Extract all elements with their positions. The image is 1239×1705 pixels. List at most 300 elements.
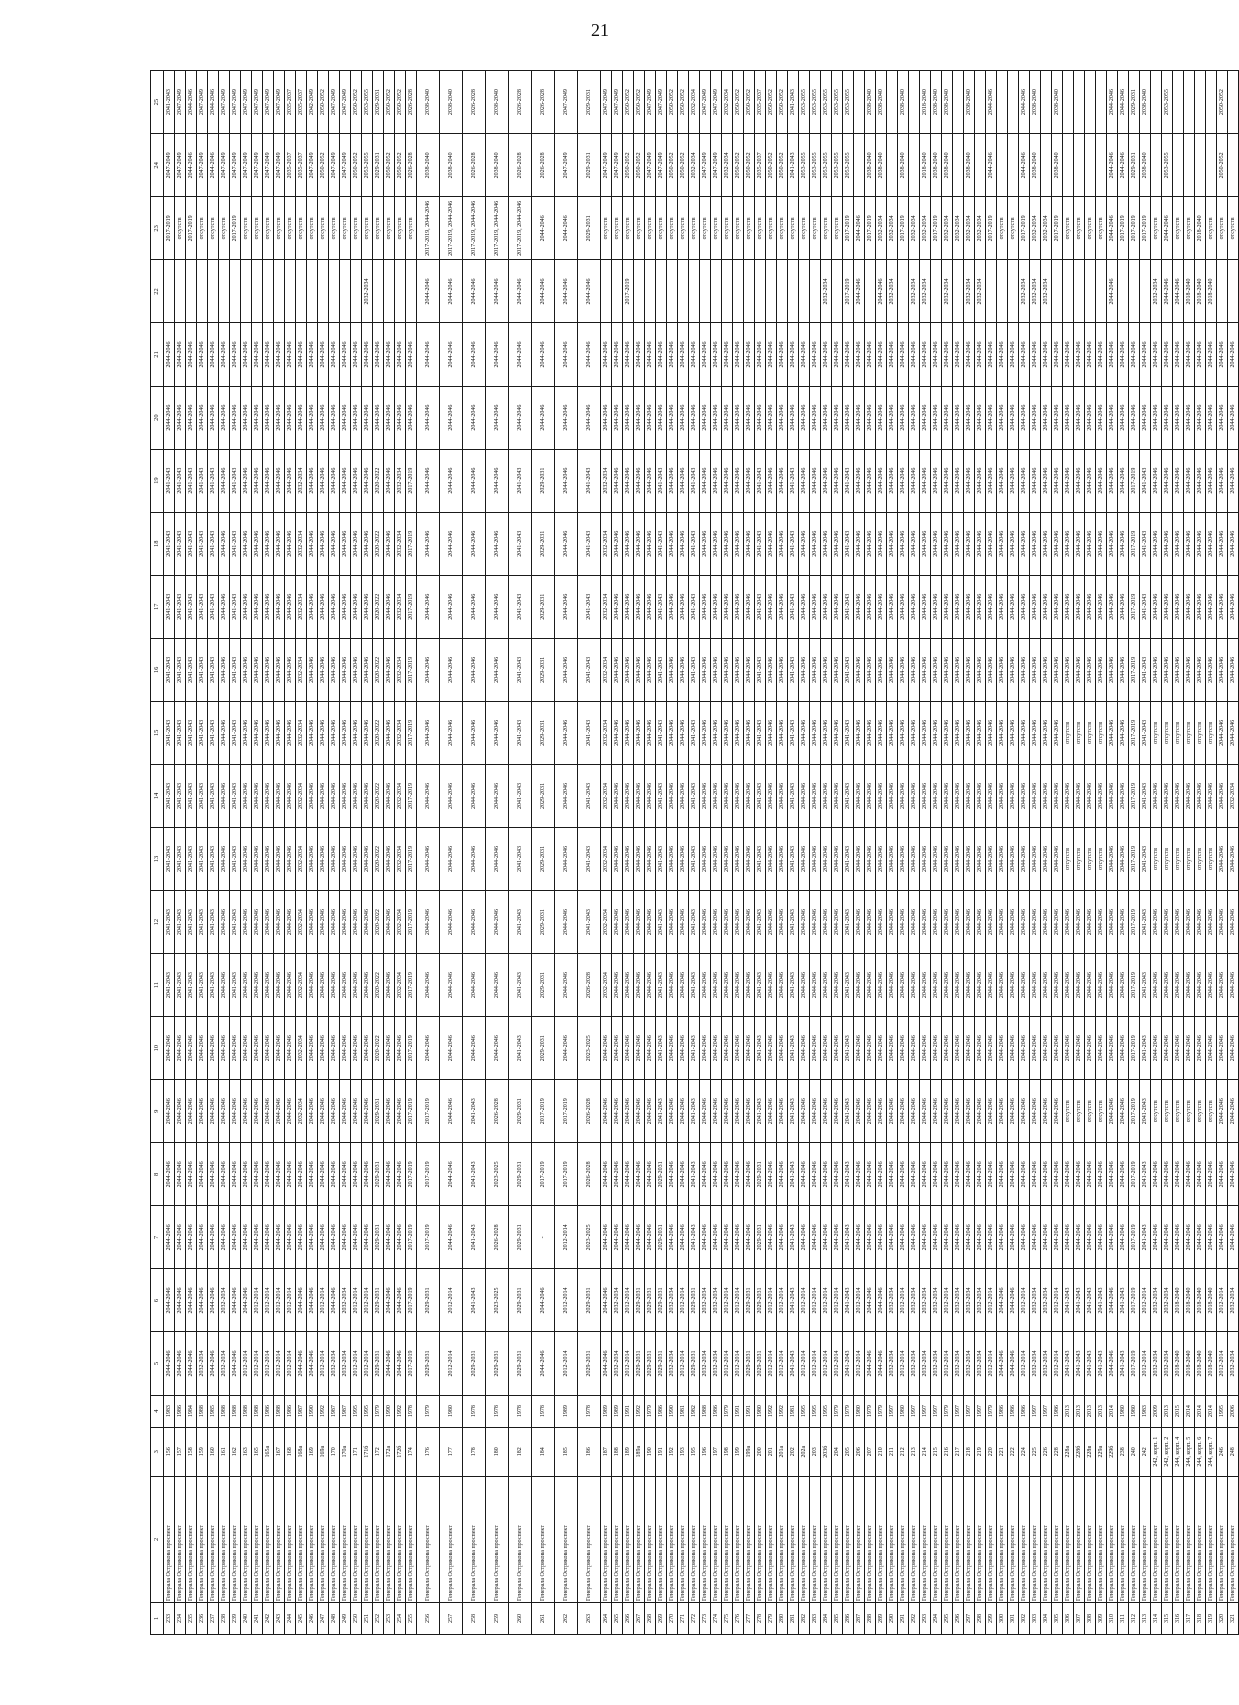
repair-period-cell: 2044-2046 (1085, 1206, 1096, 1269)
repair-period-cell: 2044-2046 (678, 764, 689, 827)
repair-period-cell: 2044-2046 (1107, 197, 1118, 260)
year-built-cell: 1997 (909, 1395, 920, 1427)
repair-period-cell: 2044-2046 (667, 323, 678, 386)
repair-period-cell: отсутств (689, 197, 700, 260)
repair-period-cell: 2029-2031 (656, 1206, 667, 1269)
repair-period-cell (1173, 134, 1184, 197)
house-number-cell: 244, корп. 5 (1184, 1427, 1195, 1476)
repair-period-cell: 2041-2043 (1140, 575, 1151, 638)
house-number-cell: 228в (1085, 1427, 1096, 1476)
house-number-cell: 246 (1217, 1427, 1228, 1476)
house-number-cell: 228а (1063, 1427, 1074, 1476)
repair-period-cell: отсутств (1228, 197, 1239, 260)
repair-period-cell: 2044-2046 (656, 386, 667, 449)
house-number-cell: 159 (197, 1427, 208, 1476)
repair-period-cell: 2044-2046 (722, 1017, 733, 1080)
repair-period-cell: 2044-2046 (953, 386, 964, 449)
repair-period-cell: 2044-2046 (1118, 1206, 1129, 1269)
repair-period-cell: 2044-2046 (953, 954, 964, 1017)
repair-period-cell: 2044-2046 (509, 323, 532, 386)
row-number-cell: 259 (486, 1602, 509, 1634)
row-number-cell: 306 (1063, 1602, 1074, 1634)
repair-period-cell: отсутств (997, 197, 1008, 260)
repair-period-cell: 2032-2034 (296, 764, 307, 827)
repair-period-cell: 2041-2043 (689, 1017, 700, 1080)
repair-period-cell: 2044-2046 (1074, 638, 1085, 701)
repair-period-cell: 2041-2043 (788, 71, 799, 134)
repair-period-cell: 2038-2040 (417, 134, 440, 197)
repair-period-cell: 2044-2046 (1096, 1206, 1107, 1269)
repair-period-cell: 2044-2046 (777, 891, 788, 954)
repair-period-cell: 2044-2046 (1085, 1143, 1096, 1206)
repair-period-cell: 2032-2034 (964, 197, 975, 260)
repair-period-cell: 2044-2046 (634, 891, 645, 954)
repair-period-cell: 2053-2055 (843, 71, 854, 134)
year-built-cell: 1989 (601, 1395, 612, 1427)
repair-period-cell: 2044-2046 (340, 828, 351, 891)
repair-period-cell: 2044-2046 (1063, 449, 1074, 512)
column-number-header: 7 (151, 1206, 164, 1269)
year-built-cell: 1981 (678, 1395, 689, 1427)
repair-period-cell: 2035-2037 (285, 71, 296, 134)
repair-period-cell: 2050-2052 (634, 134, 645, 197)
repair-period-cell: 2044-2046 (1151, 764, 1162, 827)
repair-period-cell: 2038-2040 (898, 71, 909, 134)
repair-period-cell: 2044-2046 (1019, 1143, 1030, 1206)
house-number-cell: 180 (486, 1427, 509, 1476)
repair-period-cell: 2044-2046 (612, 575, 623, 638)
repair-period-cell: 2044-2046 (953, 449, 964, 512)
repair-period-cell: 2017-2019, 2044-2046 (486, 197, 509, 260)
repair-period-cell: 2044-2046 (263, 828, 274, 891)
repair-period-cell: 2044-2046 (1008, 828, 1019, 891)
repair-period-cell: 2017-2019 (1129, 449, 1140, 512)
repair-period-cell: 2020-2022 (373, 891, 384, 954)
repair-period-cell: 2050-2052 (384, 134, 395, 197)
repair-period-cell: 2032-2034 (931, 1269, 942, 1332)
table-row (578, 71, 601, 1635)
repair-period-cell: 2044-2046 (645, 638, 656, 701)
repair-period-cell: 2044-2046 (329, 764, 340, 827)
column-number-header: 3 (151, 1427, 164, 1476)
repair-period-cell: 2044-2046 (285, 1080, 296, 1143)
repair-period-cell: отсутств (1206, 828, 1217, 891)
repair-period-cell: 2029-2031 (532, 512, 555, 575)
street-cell: Генерала Острякова проспект (887, 1476, 898, 1602)
repair-period-cell: 2041-2043 (755, 1017, 766, 1080)
repair-period-cell: 2044-2046 (898, 449, 909, 512)
repair-period-cell: 2041-2043 (164, 512, 175, 575)
repair-period-cell: 2044-2046 (1019, 1080, 1030, 1143)
repair-period-cell: 2044-2046 (417, 323, 440, 386)
street-cell: Генерала Острякова проспект (1096, 1476, 1107, 1602)
repair-period-cell: 2044-2046 (296, 1143, 307, 1206)
repair-period-cell: 2044-2046 (351, 386, 362, 449)
house-number-cell: 238 (1118, 1427, 1129, 1476)
row-number-cell: 233 (164, 1602, 175, 1634)
repair-period-cell: 2032-2034 (975, 260, 986, 323)
repair-period-cell: 2044-2046 (931, 764, 942, 827)
repair-period-cell (997, 71, 1008, 134)
row-number-cell: 293 (920, 1602, 931, 1634)
repair-period-cell: 2038-2040 (942, 71, 953, 134)
repair-period-cell: 2044-2046 (1008, 1143, 1019, 1206)
repair-period-cell: 2044-2046 (329, 575, 340, 638)
repair-period-cell: 2044-2046 (1074, 1017, 1085, 1080)
repair-period-cell: 2012-2014 (799, 1332, 810, 1395)
repair-period-cell: 2041-2043 (197, 512, 208, 575)
repair-period-cell: 2017-2019 (865, 197, 876, 260)
repair-period-cell: 2017-2019 (406, 1332, 417, 1395)
repair-period-cell: 2044-2046 (1041, 701, 1052, 764)
repair-period-cell: 2032-2034 (920, 1332, 931, 1395)
repair-period-cell (1206, 134, 1217, 197)
repair-period-cell: 2044-2046 (1217, 323, 1228, 386)
repair-period-cell: 2044-2046 (1041, 638, 1052, 701)
house-number-cell: 177 (440, 1427, 463, 1476)
repair-period-cell (1184, 134, 1195, 197)
year-built-cell: 1989 (555, 1395, 578, 1427)
row-number-cell: 272 (689, 1602, 700, 1634)
repair-period-cell: 2044-2046 (1019, 1206, 1030, 1269)
house-number-cell: 169а (318, 1427, 329, 1476)
street-cell: Генерала Острякова проспект (318, 1476, 329, 1602)
repair-period-cell: 2044-2046 (1107, 1332, 1118, 1395)
row-number-cell: 287 (854, 1602, 865, 1634)
table-row (832, 71, 843, 1635)
repair-period-cell: отсутств (1063, 197, 1074, 260)
repair-period-cell: отсутств (1096, 1080, 1107, 1143)
year-built-cell: 1997 (931, 1395, 942, 1427)
repair-period-cell: 2012-2014 (832, 1332, 843, 1395)
repair-period-cell: 2029-2031 (578, 1332, 601, 1395)
repair-period-cell: 2029-2031 (645, 1269, 656, 1332)
repair-period-cell: 2044-2046 (1052, 1017, 1063, 1080)
repair-period-cell: 2029-2031 (532, 891, 555, 954)
street-cell: Генерала Острякова проспект (997, 1476, 1008, 1602)
repair-period-cell: 2044-2046 (722, 323, 733, 386)
repair-period-cell: 2044-2046 (1041, 449, 1052, 512)
repair-period-cell: 2044-2046 (854, 197, 865, 260)
house-number-cell: 218 (964, 1427, 975, 1476)
repair-period-cell: 2012-2014 (942, 1332, 953, 1395)
repair-period-cell: 2044-2046 (1228, 386, 1239, 449)
repair-period-cell: 2041-2043 (1140, 764, 1151, 827)
street-cell: Генерала Острякова проспект (1107, 1476, 1118, 1602)
repair-period-cell: 2047-2049 (711, 71, 722, 134)
repair-period-cell: 2050-2052 (351, 71, 362, 134)
repair-period-cell: отсутств (340, 197, 351, 260)
row-number-cell: 291 (898, 1602, 909, 1634)
row-number-cell: 277 (744, 1602, 755, 1634)
house-number-cell: 201а (777, 1427, 788, 1476)
row-number-cell: 304 (1041, 1602, 1052, 1634)
repair-period-cell: 2044-2046 (241, 1206, 252, 1269)
repair-period-cell: 2044-2046 (340, 1080, 351, 1143)
repair-period-cell: 2044-2046 (1008, 701, 1019, 764)
repair-period-cell: 2044-2046 (1151, 512, 1162, 575)
repair-period-cell (678, 260, 689, 323)
repair-period-cell: 2017-2019 (1118, 197, 1129, 260)
repair-period-cell: 2032-2034 (1030, 1332, 1041, 1395)
repair-period-cell: 2044-2046 (810, 701, 821, 764)
repair-period-cell: 2041-2043 (788, 449, 799, 512)
page-number: 21 (591, 20, 609, 40)
year-built-cell: 1988 (700, 1395, 711, 1427)
year-built-cell: 1986 (263, 1395, 274, 1427)
column-number-header: 24 (151, 134, 164, 197)
year-built-cell: 1997 (920, 1395, 931, 1427)
repair-period-cell: 2044-2046 (340, 1143, 351, 1206)
table-row (964, 71, 975, 1635)
repair-period-cell (208, 260, 219, 323)
repair-period-cell: 2032-2034 (601, 891, 612, 954)
repair-period-cell: 2044-2046 (766, 575, 777, 638)
repair-period-cell: 2044-2046 (1228, 638, 1239, 701)
repair-period-cell: отсутств (1074, 701, 1085, 764)
repair-period-cell: 2044-2046 (362, 701, 373, 764)
repair-period-cell: 2044-2046 (810, 449, 821, 512)
repair-period-cell: 2038-2040 (1052, 134, 1063, 197)
repair-period-cell: 2041-2043 (656, 764, 667, 827)
repair-period-cell: 2032-2034 (601, 701, 612, 764)
repair-period-cell: 2041-2043 (186, 449, 197, 512)
repair-period-cell: 2044-2046 (898, 828, 909, 891)
repair-period-cell: 2044-2046 (942, 323, 953, 386)
repair-period-cell: 2044-2046 (1217, 954, 1228, 1017)
repair-period-cell: 2044-2046 (175, 1017, 186, 1080)
repair-period-cell: 2029-2031 (532, 575, 555, 638)
street-cell: Генерала Острякова проспект (1173, 1476, 1184, 1602)
repair-period-cell: 2044-2046 (329, 449, 340, 512)
repair-period-cell: 2044-2046 (1173, 575, 1184, 638)
repair-period-cell: 2044-2046 (208, 134, 219, 197)
repair-period-cell: 2026-2028 (463, 71, 486, 134)
repair-period-cell (854, 134, 865, 197)
street-cell: Генерала Острякова проспект (777, 1476, 788, 1602)
repair-period-cell: 2044-2046 (744, 386, 755, 449)
repair-period-cell: 2041-2043 (843, 512, 854, 575)
row-number-cell: 242 (263, 1602, 274, 1634)
repair-period-cell: 2053-2055 (821, 71, 832, 134)
repair-period-cell: 2044-2046 (274, 386, 285, 449)
repair-period-cell: 2044-2046 (1041, 1143, 1052, 1206)
repair-period-cell: 2044-2046 (1041, 386, 1052, 449)
repair-period-cell: 2044-2046 (219, 512, 230, 575)
repair-period-cell: 2044-2046 (351, 1143, 362, 1206)
repair-period-cell: 2044-2046 (486, 701, 509, 764)
repair-period-cell: 2044-2046 (832, 828, 843, 891)
repair-period-cell: 2047-2049 (164, 134, 175, 197)
repair-period-cell: 2044-2046 (486, 260, 509, 323)
repair-period-cell: 2044-2046 (252, 575, 263, 638)
repair-period-cell: 2041-2043 (164, 891, 175, 954)
table-row (486, 71, 509, 1635)
street-cell: Генерала Острякова проспект (744, 1476, 755, 1602)
repair-period-cell: 2044-2046 (623, 449, 634, 512)
repair-period-cell: 2044-2046 (920, 1143, 931, 1206)
table-row (854, 71, 865, 1635)
repair-period-cell: 2044-2046 (612, 1080, 623, 1143)
repair-period-cell: 2044-2046 (307, 638, 318, 701)
repair-period-cell: 2044-2046 (486, 323, 509, 386)
repair-period-cell: 2044-2046 (1085, 891, 1096, 954)
repair-period-cell: 2050-2052 (623, 134, 634, 197)
year-built-cell: 1995 (362, 1395, 373, 1427)
repair-period-cell: 2044-2046 (384, 764, 395, 827)
repair-period-cell: 2044-2046 (700, 638, 711, 701)
repair-period-cell: 2044-2046 (362, 1017, 373, 1080)
house-number-cell: 168 (285, 1427, 296, 1476)
repair-period-cell: 2044-2046 (854, 891, 865, 954)
table-row (821, 71, 832, 1635)
year-built-cell: 2013 (1162, 1395, 1173, 1427)
repair-period-cell: 2012-2014 (362, 1269, 373, 1332)
repair-period-cell: 2047-2049 (329, 71, 340, 134)
repair-period-cell: 2032-2034 (296, 449, 307, 512)
year-built-cell: 1980 (755, 1395, 766, 1427)
repair-period-cell: 2044-2046 (241, 1017, 252, 1080)
repair-period-cell: 2044-2046 (733, 512, 744, 575)
house-number-cell: 197 (711, 1427, 722, 1476)
row-number-cell: 300 (997, 1602, 1008, 1634)
street-cell: Генерала Острякова проспект (898, 1476, 909, 1602)
repair-period-cell: 2044-2046 (634, 1080, 645, 1143)
repair-period-cell: 2044-2046 (1052, 954, 1063, 1017)
year-built-cell: 1979 (645, 1395, 656, 1427)
repair-period-cell (241, 260, 252, 323)
house-number-cell: 248 (1228, 1427, 1239, 1476)
repair-period-cell: 2044-2046 (711, 954, 722, 1017)
repair-period-cell: 2044-2046 (909, 891, 920, 954)
repair-period-cell: 2020-2022 (373, 828, 384, 891)
repair-period-cell: 2044-2046 (1107, 638, 1118, 701)
repair-period-cell (755, 260, 766, 323)
year-built-cell: 1979 (843, 1395, 854, 1427)
repair-period-cell: 2044-2046 (766, 828, 777, 891)
repair-period-cell: 2044-2046 (1184, 891, 1195, 954)
repair-period-cell: отсутств (1063, 828, 1074, 891)
repair-period-cell: 2041-2043 (843, 575, 854, 638)
table-row (700, 71, 711, 1635)
repair-period-cell: 2017-2019 (532, 1143, 555, 1206)
street-cell: Генерала Острякова проспект (1217, 1476, 1228, 1602)
repair-period-cell: 2044-2046 (733, 828, 744, 891)
repair-period-cell: 2044-2046 (406, 386, 417, 449)
repair-period-cell: 2044-2046 (1118, 764, 1129, 827)
repair-period-cell: 2044-2046 (997, 1332, 1008, 1395)
repair-period-cell: отсутств (175, 197, 186, 260)
repair-period-cell: 2044-2046 (1107, 1080, 1118, 1143)
column-number-header: 4 (151, 1395, 164, 1427)
repair-period-cell: 2044-2046 (555, 764, 578, 827)
repair-period-cell: 2044-2046 (252, 828, 263, 891)
house-number-cell: 187 (601, 1427, 612, 1476)
repair-period-cell: 2041-2043 (843, 449, 854, 512)
repair-period-cell: 2044-2046 (667, 575, 678, 638)
repair-period-cell (975, 134, 986, 197)
repair-period-cell: 2044-2046 (1096, 1017, 1107, 1080)
repair-period-cell: 2044-2046 (263, 1206, 274, 1269)
column-number-header: 16 (151, 638, 164, 701)
repair-period-cell: 2044-2046 (997, 449, 1008, 512)
repair-period-cell: 2044-2046 (1206, 1143, 1217, 1206)
row-number-cell: 279 (766, 1602, 777, 1634)
repair-period-cell: 2044-2046 (777, 638, 788, 701)
street-cell: Генерала Острякова проспект (1162, 1476, 1173, 1602)
table-row (1173, 71, 1184, 1635)
row-number-cell: 312 (1129, 1602, 1140, 1634)
repair-period-cell: 2044-2046 (1173, 449, 1184, 512)
house-number-cell: 222 (1008, 1427, 1019, 1476)
street-cell: Генерала Острякова проспект (876, 1476, 887, 1602)
repair-period-cell: 2044-2046 (777, 575, 788, 638)
repair-period-cell: 2041-2043 (186, 575, 197, 638)
repair-period-cell: 2044-2046 (1030, 575, 1041, 638)
repair-period-cell: 2044-2046 (601, 1143, 612, 1206)
repair-period-cell: отсутств (1206, 1080, 1217, 1143)
repair-period-cell: 2044-2046 (1030, 638, 1041, 701)
repair-period-cell: 2044-2046 (711, 575, 722, 638)
row-number-cell: 296 (953, 1602, 964, 1634)
street-cell: Генерала Острякова проспект (843, 1476, 854, 1602)
repair-period-cell: 2032-2034 (362, 260, 373, 323)
repair-period-cell: 2044-2046 (821, 575, 832, 638)
repair-period-cell: 2044-2046 (219, 891, 230, 954)
year-built-cell: 1992 (395, 1395, 406, 1427)
repair-period-cell: 2044-2046 (440, 701, 463, 764)
repair-period-cell: 2018-2040 (1206, 1332, 1217, 1395)
repair-period-cell (1063, 71, 1074, 134)
repair-period-cell: 2044-2046 (1151, 1206, 1162, 1269)
repair-period-cell: 2044-2046 (351, 764, 362, 827)
repair-period-cell: 2044-2046 (634, 512, 645, 575)
repair-period-cell: 2032-2034 (601, 575, 612, 638)
repair-period-cell: 2041-2043 (755, 575, 766, 638)
repair-period-cell: 2012-2014 (285, 1332, 296, 1395)
repair-period-cell: 2032-2034 (975, 1269, 986, 1332)
repair-period-cell: 2044-2046 (953, 1017, 964, 1080)
repair-period-cell (1096, 260, 1107, 323)
repair-period-cell: 2044-2046 (384, 954, 395, 1017)
repair-period-cell (1074, 71, 1085, 134)
repair-period-cell (601, 260, 612, 323)
repair-period-cell: 2032-2034 (296, 1080, 307, 1143)
repair-period-cell: 2044-2046 (1041, 828, 1052, 891)
repair-period-cell: 2041-2043 (230, 954, 241, 1017)
year-built-cell: 1991 (623, 1395, 634, 1427)
repair-period-cell: 2044-2046 (1019, 891, 1030, 954)
repair-period-cell: 2044-2046 (1107, 323, 1118, 386)
repair-period-cell: 2044-2046 (1052, 764, 1063, 827)
repair-period-cell: 2044-2046 (788, 386, 799, 449)
repair-period-cell (1085, 134, 1096, 197)
repair-period-cell: 2044-2046 (986, 1143, 997, 1206)
repair-period-cell: 2050-2052 (678, 71, 689, 134)
repair-period-cell: 2044-2046 (1041, 764, 1052, 827)
repair-period-cell: 2044-2046 (623, 512, 634, 575)
repair-period-cell: 2017-2019 (1052, 197, 1063, 260)
column-number-header: 18 (151, 512, 164, 575)
repair-period-cell: 2044-2046 (722, 764, 733, 827)
street-cell: Генерала Острякова проспект (678, 1476, 689, 1602)
repair-period-cell: отсутств (1206, 701, 1217, 764)
repair-period-cell: 2044-2046 (1085, 954, 1096, 1017)
repair-period-cell: 2044-2046 (329, 701, 340, 764)
repair-period-cell: 2044-2046 (931, 954, 942, 1017)
repair-period-cell: 2044-2046 (1206, 323, 1217, 386)
repair-period-cell: 2044-2046 (931, 1017, 942, 1080)
